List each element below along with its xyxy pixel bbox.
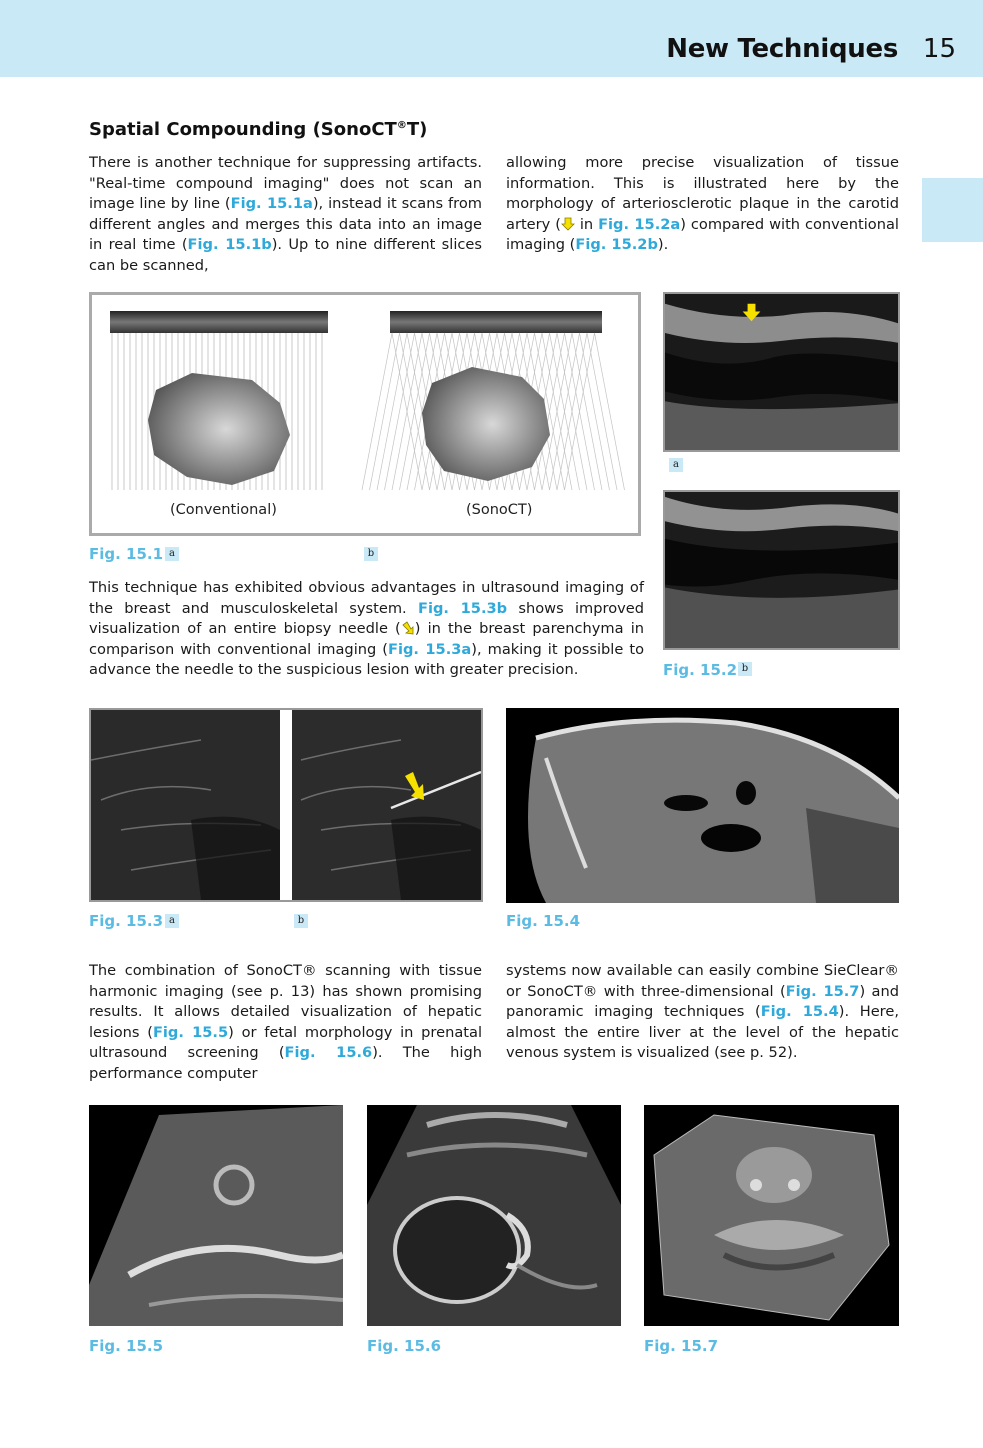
- caption-fig-15-7: Fig. 15.7: [644, 1337, 719, 1355]
- paragraph-3d: systems now available can easily combine SieClear® or SonoCT® with three-dimensional (Fig. 15.7) and panoramic imaging techniques (Fig. 15.4). Here, almost the entire liver at the level of the hepatic venous system is visualized (see p. 52).: [506, 962, 899, 1062]
- sublabel-15-1b: b: [364, 547, 378, 561]
- section-heading: Spatial Compounding (SonoCT®T): [89, 119, 428, 140]
- yellow-arrow-icon: [561, 217, 575, 231]
- fig-ref-15-1b[interactable]: Fig. 15.1b: [187, 236, 272, 254]
- image-15-2a-carotid: [663, 292, 900, 452]
- transducer-left: [110, 311, 328, 333]
- caption-fig-15-6: Fig. 15.6: [367, 1337, 442, 1355]
- paragraph-biopsy: This technique has exhibited obvious advantages in ultrasound imaging of the breast and musculoskeletal system. Fig. 15.3b shows improved visualization of an entire biopsy needle ( ) in the breast parenchyma in comparison with conventional imaging (Fig. 15.3a), making it possible to advance the needle to the suspicious lesion with greater precision.: [89, 579, 645, 679]
- fig-ref-15-4[interactable]: Fig. 15.4: [760, 1003, 839, 1021]
- label-conventional: (Conventional): [170, 502, 277, 518]
- label-sonoct: (SonoCT): [466, 502, 533, 518]
- yellow-arrow-icon: [401, 621, 415, 635]
- caption-fig-15-2: Fig. 15.2: [663, 661, 738, 679]
- sublabel-15-2b: b: [738, 662, 752, 676]
- sublabel-15-2a: a: [669, 458, 683, 472]
- image-15-4-panoramic-liver: [506, 708, 899, 903]
- chapter-thumb-tab: [922, 178, 983, 242]
- fig-ref-15-2b[interactable]: Fig. 15.2b: [575, 236, 658, 254]
- image-15-7-3d-face: [644, 1105, 899, 1326]
- figure-15-1-diagram: [89, 292, 641, 536]
- fig-ref-15-6[interactable]: Fig. 15.6: [284, 1044, 373, 1062]
- fig-ref-15-3b[interactable]: Fig. 15.3b: [417, 599, 508, 617]
- paragraph-harmonic: The combination of SonoCT® scanning with tissue harmonic imaging (see p. 13) has shown promising results. It allows detailed visualization of hepatic lesions (Fig. 15.5) or fetal morphology in prenatal ultrasound screening (Fig. 15.6). The high performance computer: [89, 962, 482, 1082]
- lesion-right: [422, 367, 550, 481]
- sublabel-15-1a: a: [165, 547, 179, 561]
- scan-diagram: [92, 295, 638, 533]
- lesion-left: [148, 373, 290, 485]
- page-number: 15: [922, 34, 956, 64]
- caption-fig-15-3: Fig. 15.3: [89, 912, 164, 930]
- sublabel-15-3a: a: [165, 914, 179, 928]
- figure-15-3-breast: [89, 708, 483, 902]
- paragraph-intro-left: There is another technique for suppressing artifacts. "Real-time compound imaging" does not scan an image line by line (Fig. 15.1a), instead it scans from different angles and merges this data into an image in real time (Fig. 15.1b). Up to nine different slices can be scanned,: [89, 154, 482, 274]
- sublabel-15-3b: b: [294, 914, 308, 928]
- caption-fig-15-4: Fig. 15.4: [506, 912, 581, 930]
- image-15-2b-carotid: [663, 490, 900, 650]
- running-head-title: New Techniques: [666, 34, 898, 64]
- fig-ref-15-7[interactable]: Fig. 15.7: [785, 982, 860, 1000]
- caption-fig-15-5: Fig. 15.5: [89, 1337, 164, 1355]
- fig-ref-15-5[interactable]: Fig. 15.5: [152, 1023, 229, 1041]
- fig-ref-15-2a[interactable]: Fig. 15.2a: [598, 215, 681, 233]
- transducer-right: [390, 311, 602, 333]
- image-15-5-liver-lesion: [89, 1105, 343, 1326]
- fig-ref-15-3a[interactable]: Fig. 15.3a: [387, 640, 472, 658]
- caption-fig-15-1: Fig. 15.1: [89, 545, 164, 563]
- fig-ref-15-1a[interactable]: Fig. 15.1a: [230, 195, 313, 213]
- image-15-6-fetal: [367, 1105, 621, 1326]
- paragraph-intro-right: allowing more precise visualization of tissue information. This is illustrated here by the morphology of arteriosclerotic plaque in the carotid artery ( in Fig. 15.2a) compared with conventional imaging (Fig. 15.2b).: [506, 154, 899, 254]
